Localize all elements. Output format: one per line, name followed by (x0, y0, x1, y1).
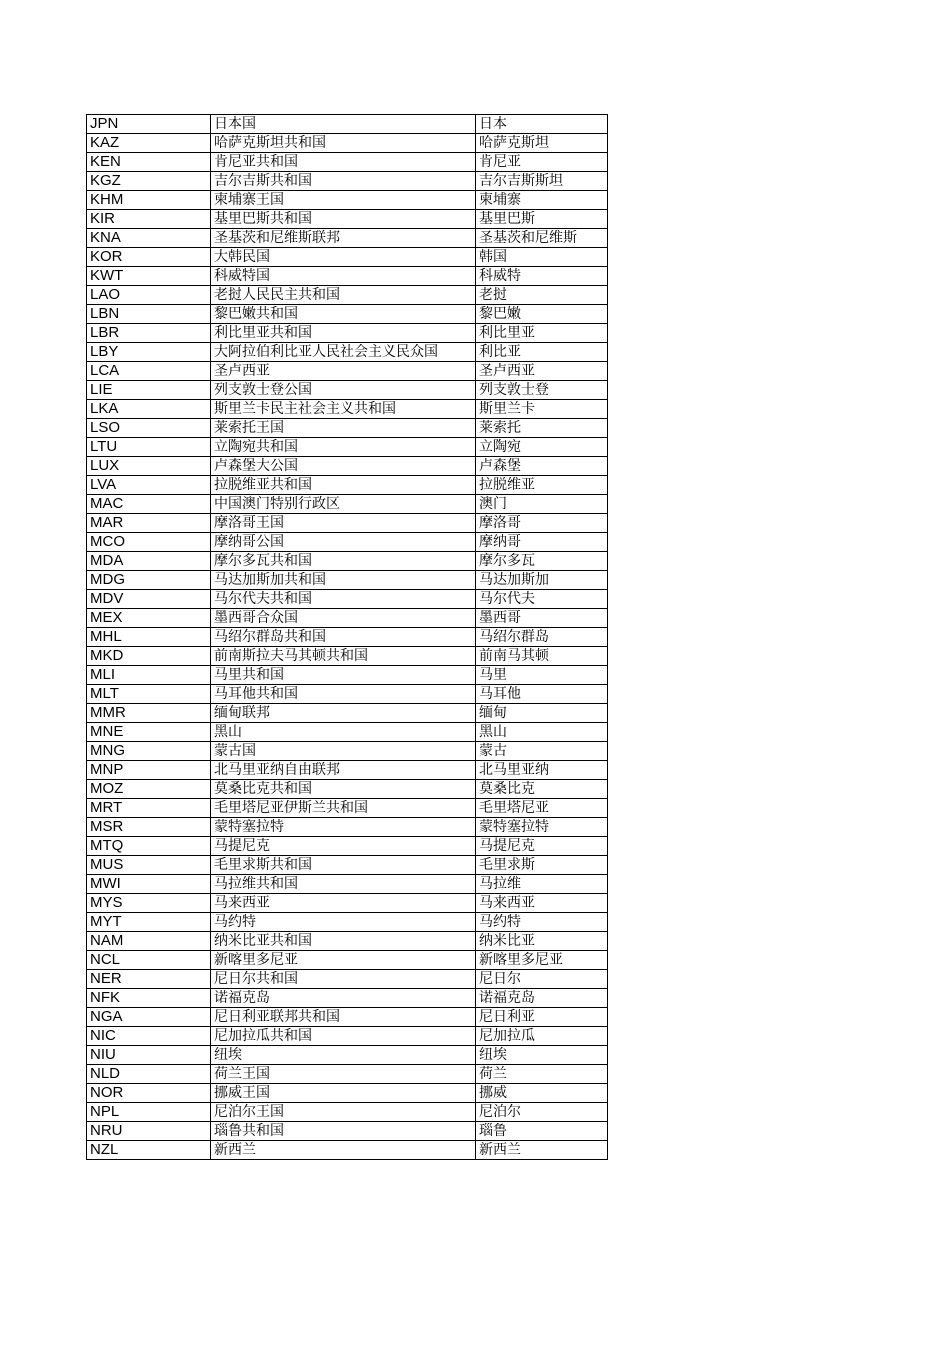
table-row (87, 115, 608, 134)
country-code-cell: LTU (87, 438, 211, 457)
short-name-cell: 肯尼亚 (476, 153, 608, 172)
short-name-cell: 老挝 (476, 286, 608, 305)
table-row (87, 856, 608, 875)
table-row (87, 362, 608, 381)
table-body (87, 115, 608, 1160)
official-name-cell: 瑙鲁共和国 (211, 1122, 476, 1141)
official-name-cell: 莫桑比克共和国 (211, 780, 476, 799)
short-name-cell: 诺福克岛 (476, 989, 608, 1008)
official-name-cell: 尼泊尔王国 (211, 1103, 476, 1122)
country-code-cell: MMR (87, 704, 211, 723)
table-row (87, 476, 608, 495)
table-row (87, 875, 608, 894)
official-name-cell: 圣卢西亚 (211, 362, 476, 381)
table-row (87, 514, 608, 533)
country-code-cell: NLD (87, 1065, 211, 1084)
short-name-cell: 利比里亚 (476, 324, 608, 343)
table-row (87, 533, 608, 552)
short-name-cell: 立陶宛 (476, 438, 608, 457)
official-name-cell: 基里巴斯共和国 (211, 210, 476, 229)
short-name-cell: 马耳他 (476, 685, 608, 704)
country-code-cell: LSO (87, 419, 211, 438)
short-name-cell: 尼泊尔 (476, 1103, 608, 1122)
table-row (87, 419, 608, 438)
table-row (87, 590, 608, 609)
table-row (87, 229, 608, 248)
table-row (87, 932, 608, 951)
table-row (87, 647, 608, 666)
short-name-cell: 基里巴斯 (476, 210, 608, 229)
country-code-cell: MTQ (87, 837, 211, 856)
table-row (87, 1046, 608, 1065)
country-code-cell: KHM (87, 191, 211, 210)
country-code-cell: NGA (87, 1008, 211, 1027)
country-code-cell: LBY (87, 343, 211, 362)
country-code-cell: MHL (87, 628, 211, 647)
official-name-cell: 马来西亚 (211, 894, 476, 913)
table-row (87, 970, 608, 989)
short-name-cell: 尼日尔 (476, 970, 608, 989)
short-name-cell: 挪威 (476, 1084, 608, 1103)
table-row (87, 742, 608, 761)
official-name-cell: 摩纳哥公国 (211, 533, 476, 552)
country-code-cell: MYS (87, 894, 211, 913)
official-name-cell: 黎巴嫩共和国 (211, 305, 476, 324)
short-name-cell: 马绍尔群岛 (476, 628, 608, 647)
country-code-cell: MNP (87, 761, 211, 780)
table-row (87, 1141, 608, 1160)
table-row (87, 894, 608, 913)
official-name-cell: 吉尔吉斯共和国 (211, 172, 476, 191)
country-code-cell: NRU (87, 1122, 211, 1141)
country-code-cell: MWI (87, 875, 211, 894)
official-name-cell: 马绍尔群岛共和国 (211, 628, 476, 647)
table-row (87, 628, 608, 647)
table-row (87, 248, 608, 267)
official-name-cell: 日本国 (211, 115, 476, 134)
short-name-cell: 蒙特塞拉特 (476, 818, 608, 837)
table-row (87, 666, 608, 685)
country-code-cell: NCL (87, 951, 211, 970)
short-name-cell: 马提尼克 (476, 837, 608, 856)
table-row (87, 153, 608, 172)
country-code-cell: LBR (87, 324, 211, 343)
official-name-cell: 马提尼克 (211, 837, 476, 856)
country-code-cell: MAC (87, 495, 211, 514)
country-code-cell: MYT (87, 913, 211, 932)
country-code-cell: MUS (87, 856, 211, 875)
official-name-cell: 斯里兰卡民主社会主义共和国 (211, 400, 476, 419)
country-code-cell: NIC (87, 1027, 211, 1046)
official-name-cell: 北马里亚纳自由联邦 (211, 761, 476, 780)
table-row (87, 571, 608, 590)
official-name-cell: 荷兰王国 (211, 1065, 476, 1084)
table-row (87, 818, 608, 837)
short-name-cell: 圣卢西亚 (476, 362, 608, 381)
country-code-cell: KNA (87, 229, 211, 248)
official-name-cell: 马尔代夫共和国 (211, 590, 476, 609)
short-name-cell: 马达加斯加 (476, 571, 608, 590)
short-name-cell: 尼日利亚 (476, 1008, 608, 1027)
table-row (87, 951, 608, 970)
table-row (87, 1122, 608, 1141)
table-row (87, 609, 608, 628)
official-name-cell: 黑山 (211, 723, 476, 742)
table-row (87, 172, 608, 191)
official-name-cell: 马耳他共和国 (211, 685, 476, 704)
country-code-cell: MDA (87, 552, 211, 571)
official-name-cell: 列支敦士登公国 (211, 381, 476, 400)
short-name-cell: 新西兰 (476, 1141, 608, 1160)
table-row (87, 381, 608, 400)
official-name-cell: 拉脱维亚共和国 (211, 476, 476, 495)
official-name-cell: 诺福克岛 (211, 989, 476, 1008)
table-row (87, 343, 608, 362)
short-name-cell: 澳门 (476, 495, 608, 514)
country-code-cell: LBN (87, 305, 211, 324)
short-name-cell: 马里 (476, 666, 608, 685)
country-code-cell: MCO (87, 533, 211, 552)
table-row (87, 305, 608, 324)
short-name-cell: 毛里求斯 (476, 856, 608, 875)
official-name-cell: 圣基茨和尼维斯联邦 (211, 229, 476, 248)
country-code-cell: MDG (87, 571, 211, 590)
official-name-cell: 挪威王国 (211, 1084, 476, 1103)
table-row (87, 438, 608, 457)
short-name-cell: 墨西哥 (476, 609, 608, 628)
table-row (87, 267, 608, 286)
short-name-cell: 科威特 (476, 267, 608, 286)
table-row (87, 913, 608, 932)
country-code-cell: KOR (87, 248, 211, 267)
table-row (87, 685, 608, 704)
table-row (87, 761, 608, 780)
country-code-cell: MSR (87, 818, 211, 837)
short-name-cell: 新喀里多尼亚 (476, 951, 608, 970)
table-row (87, 286, 608, 305)
table-row (87, 1008, 608, 1027)
country-code-cell: LUX (87, 457, 211, 476)
table-row (87, 1103, 608, 1122)
country-code-cell: KWT (87, 267, 211, 286)
country-code-cell: NZL (87, 1141, 211, 1160)
table-row (87, 1084, 608, 1103)
country-code-cell: MEX (87, 609, 211, 628)
table-row (87, 457, 608, 476)
table-row (87, 723, 608, 742)
official-name-cell: 哈萨克斯坦共和国 (211, 134, 476, 153)
short-name-cell: 利比亚 (476, 343, 608, 362)
official-name-cell: 新喀里多尼亚 (211, 951, 476, 970)
short-name-cell: 黑山 (476, 723, 608, 742)
official-name-cell: 肯尼亚共和国 (211, 153, 476, 172)
official-name-cell: 大阿拉伯利比亚人民社会主义民众国 (211, 343, 476, 362)
short-name-cell: 日本 (476, 115, 608, 134)
country-code-cell: MDV (87, 590, 211, 609)
country-code-cell: JPN (87, 115, 211, 134)
country-code-cell: KIR (87, 210, 211, 229)
country-code-cell: NPL (87, 1103, 211, 1122)
table-row (87, 989, 608, 1008)
short-name-cell: 莫桑比克 (476, 780, 608, 799)
short-name-cell: 瑙鲁 (476, 1122, 608, 1141)
table-row (87, 780, 608, 799)
official-name-cell: 新西兰 (211, 1141, 476, 1160)
country-code-cell: LVA (87, 476, 211, 495)
official-name-cell: 利比里亚共和国 (211, 324, 476, 343)
short-name-cell: 北马里亚纳 (476, 761, 608, 780)
short-name-cell: 马尔代夫 (476, 590, 608, 609)
country-code-cell: NFK (87, 989, 211, 1008)
short-name-cell: 纳米比亚 (476, 932, 608, 951)
country-code-cell: LAO (87, 286, 211, 305)
official-name-cell: 马约特 (211, 913, 476, 932)
table-row (87, 495, 608, 514)
official-name-cell: 老挝人民民主共和国 (211, 286, 476, 305)
official-name-cell: 卢森堡大公国 (211, 457, 476, 476)
short-name-cell: 吉尔吉斯斯坦 (476, 172, 608, 191)
short-name-cell: 马拉维 (476, 875, 608, 894)
official-name-cell: 纳米比亚共和国 (211, 932, 476, 951)
country-code-cell: MRT (87, 799, 211, 818)
short-name-cell: 摩纳哥 (476, 533, 608, 552)
official-name-cell: 蒙特塞拉特 (211, 818, 476, 837)
table-row (87, 1027, 608, 1046)
table-row (87, 1065, 608, 1084)
table-row (87, 837, 608, 856)
table-row (87, 552, 608, 571)
official-name-cell: 纽埃 (211, 1046, 476, 1065)
official-name-cell: 尼日利亚联邦共和国 (211, 1008, 476, 1027)
country-code-table (86, 114, 608, 1160)
table-row (87, 704, 608, 723)
official-name-cell: 蒙古国 (211, 742, 476, 761)
country-code-cell: KGZ (87, 172, 211, 191)
official-name-cell: 中国澳门特别行政区 (211, 495, 476, 514)
country-code-cell: LKA (87, 400, 211, 419)
short-name-cell: 列支敦士登 (476, 381, 608, 400)
official-name-cell: 莱索托王国 (211, 419, 476, 438)
short-name-cell: 纽埃 (476, 1046, 608, 1065)
country-code-cell: LIE (87, 381, 211, 400)
official-name-cell: 马拉维共和国 (211, 875, 476, 894)
official-name-cell: 尼加拉瓜共和国 (211, 1027, 476, 1046)
official-name-cell: 柬埔寨王国 (211, 191, 476, 210)
official-name-cell: 毛里求斯共和国 (211, 856, 476, 875)
short-name-cell: 拉脱维亚 (476, 476, 608, 495)
official-name-cell: 科威特国 (211, 267, 476, 286)
country-code-cell: NIU (87, 1046, 211, 1065)
short-name-cell: 缅甸 (476, 704, 608, 723)
short-name-cell: 摩尔多瓦 (476, 552, 608, 571)
official-name-cell: 立陶宛共和国 (211, 438, 476, 457)
table-row (87, 324, 608, 343)
table-row (87, 210, 608, 229)
country-code-cell: LCA (87, 362, 211, 381)
official-name-cell: 摩尔多瓦共和国 (211, 552, 476, 571)
country-code-cell: NER (87, 970, 211, 989)
short-name-cell: 摩洛哥 (476, 514, 608, 533)
table-row (87, 799, 608, 818)
country-code-cell: MLI (87, 666, 211, 685)
official-name-cell: 毛里塔尼亚伊斯兰共和国 (211, 799, 476, 818)
short-name-cell: 马来西亚 (476, 894, 608, 913)
short-name-cell: 斯里兰卡 (476, 400, 608, 419)
short-name-cell: 哈萨克斯坦 (476, 134, 608, 153)
official-name-cell: 墨西哥合众国 (211, 609, 476, 628)
short-name-cell: 尼加拉瓜 (476, 1027, 608, 1046)
short-name-cell: 圣基茨和尼维斯 (476, 229, 608, 248)
country-code-cell: NAM (87, 932, 211, 951)
official-name-cell: 缅甸联邦 (211, 704, 476, 723)
country-code-cell: KAZ (87, 134, 211, 153)
country-code-cell: MLT (87, 685, 211, 704)
short-name-cell: 韩国 (476, 248, 608, 267)
official-name-cell: 摩洛哥王国 (211, 514, 476, 533)
official-name-cell: 马达加斯加共和国 (211, 571, 476, 590)
country-code-cell: MOZ (87, 780, 211, 799)
table-row (87, 134, 608, 153)
short-name-cell: 蒙古 (476, 742, 608, 761)
short-name-cell: 黎巴嫩 (476, 305, 608, 324)
country-code-cell: KEN (87, 153, 211, 172)
official-name-cell: 前南斯拉夫马其顿共和国 (211, 647, 476, 666)
official-name-cell: 尼日尔共和国 (211, 970, 476, 989)
country-code-cell: NOR (87, 1084, 211, 1103)
short-name-cell: 前南马其顿 (476, 647, 608, 666)
short-name-cell: 荷兰 (476, 1065, 608, 1084)
table-row (87, 400, 608, 419)
country-code-cell: MAR (87, 514, 211, 533)
country-code-cell: MKD (87, 647, 211, 666)
short-name-cell: 毛里塔尼亚 (476, 799, 608, 818)
official-name-cell: 大韩民国 (211, 248, 476, 267)
short-name-cell: 柬埔寨 (476, 191, 608, 210)
official-name-cell: 马里共和国 (211, 666, 476, 685)
country-code-cell: MNG (87, 742, 211, 761)
table-row (87, 191, 608, 210)
country-code-cell: MNE (87, 723, 211, 742)
short-name-cell: 马约特 (476, 913, 608, 932)
short-name-cell: 卢森堡 (476, 457, 608, 476)
short-name-cell: 莱索托 (476, 419, 608, 438)
